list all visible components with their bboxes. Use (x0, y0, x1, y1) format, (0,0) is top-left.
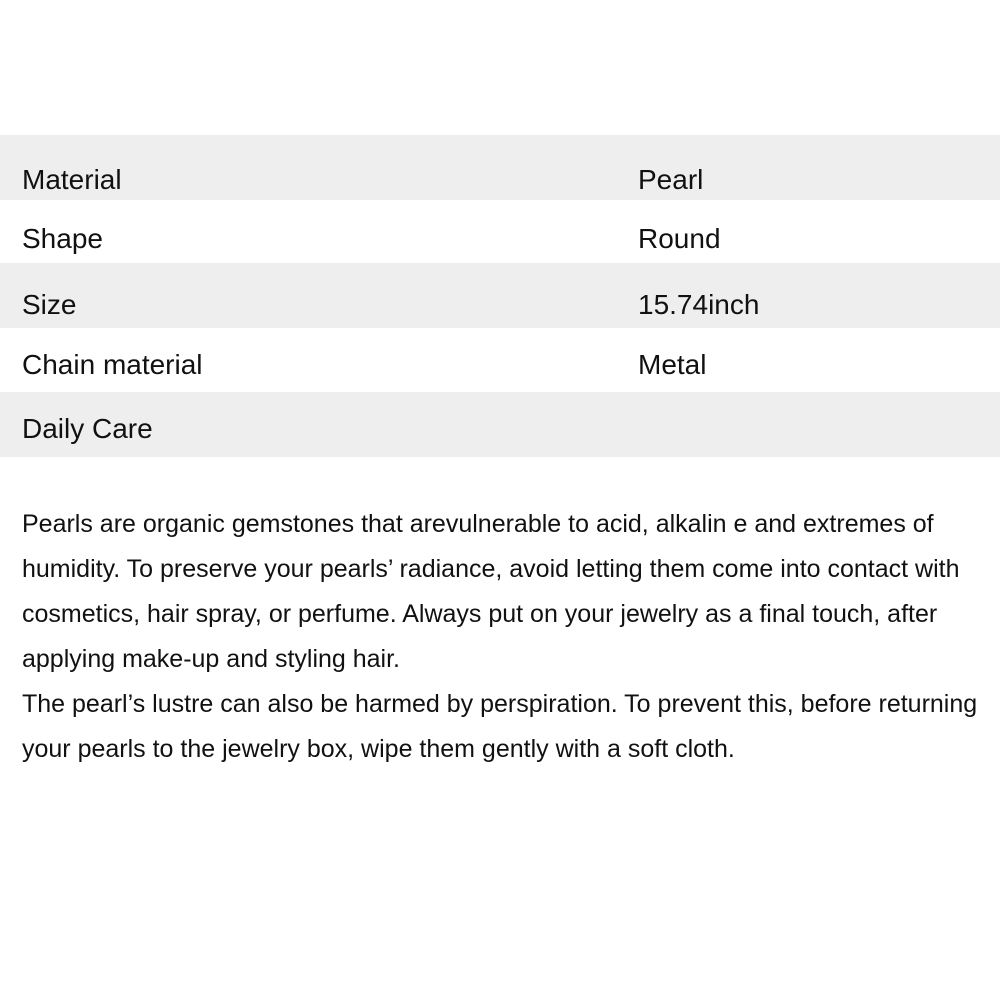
spec-label-shape: Shape (22, 223, 103, 254)
spec-row-size (0, 263, 1000, 328)
spec-label-size: Size (22, 289, 77, 320)
spec-label-daily-care: Daily Care (22, 413, 153, 444)
spec-label-material: Material (22, 164, 122, 195)
spec-table (0, 135, 1000, 457)
spec-value-size: 15.74inch (638, 289, 760, 320)
spec-row-chain-material (0, 328, 1000, 392)
spec-row-daily-care (0, 392, 1000, 457)
spec-row-material (0, 135, 1000, 200)
care-paragraph-1: Pearls are organic gemstones that arevulnerable to acid, alkalin e and extremes of humidity. To preserve your pearls’ radiance, avoid letting them come into contact with cosmetics, hair spray, or perfume. Always put on your jewelry as a final touch, after applying make-up and styling hair. (22, 510, 960, 673)
spec-row-shape (0, 200, 1000, 263)
spec-value-chain-material: Metal (638, 349, 707, 380)
care-paragraph-2: The pearl’s lustre can also be harmed by perspiration. To prevent this, before returning your pearls to the jewelry box, wipe them gently with a soft cloth. (22, 690, 978, 763)
care-instructions (22, 502, 982, 772)
spec-value-material: Pearl (638, 164, 704, 195)
spec-value-shape: Round (638, 223, 721, 254)
spec-label-chain-material: Chain material (22, 349, 203, 380)
